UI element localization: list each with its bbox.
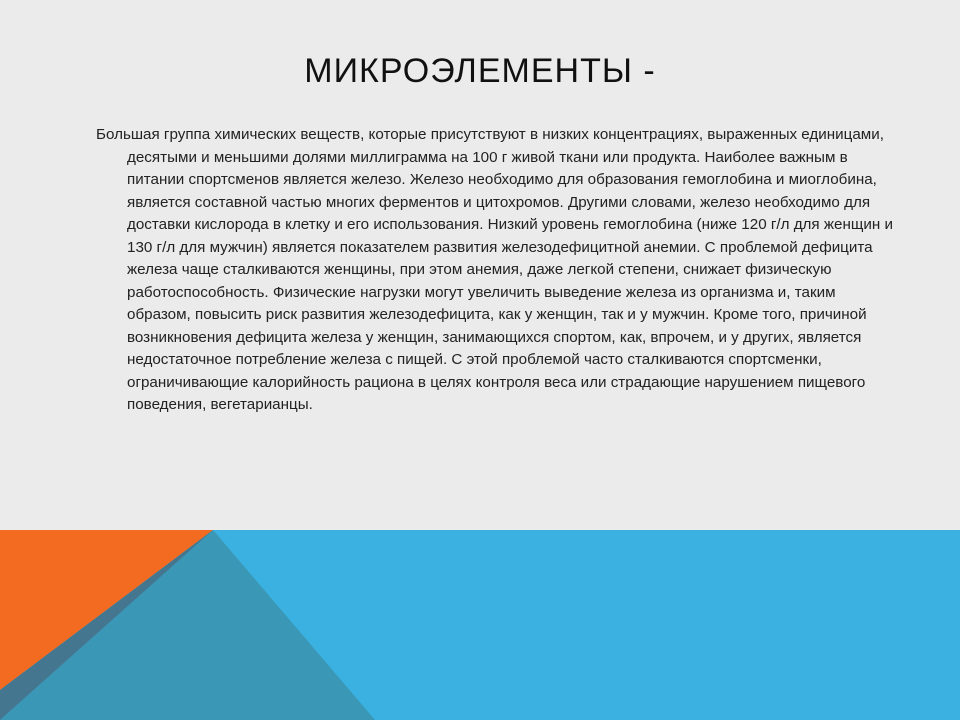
slide-title: МИКРОЭЛЕМЕНТЫ - xyxy=(304,52,656,90)
decorative-triangles xyxy=(0,530,960,720)
slide-body-text: Большая группа химических веществ, которые присутствуют в низких концентрациях, выраженных единицами, десятыми и меньшими долями миллиграмма на 100 г живой ткани или продукта. Наиболее важным в питании спортсменов является железо. Железо необходимо для образования гемоглобина и миоглобина, является составной частью многих ферментов и цитохромов. Другими словами, железо необходимо для доставки кислорода в клетку и его использования. Низкий уровень гемоглобина (ниже 120 г/л для женщин и 130 г/л для мужчин) является показателем развития железодефицитной анемии. С проблемой дефицита железа чаще сталкиваются женщины, при этом анемия, даже легкой степени, снижает физическую работоспособность. Физические нагрузки могут увеличить выведение железа из организма и, таким образом, повысить риск развития железодефицита, как у женщин, так и у мужчин. Кроме того, причиной возникновения дефицита железа у женщин, занимающихся спортом, как, впрочем, и у других, является недостаточное потребление железа с пищей. С этой проблемой часто сталкиваются спортсменки, ограничивающие калорийность рациона в целях контроля веса или страдающие нарушением пищевого поведения, вегетарианцы. xyxy=(96,126,893,413)
